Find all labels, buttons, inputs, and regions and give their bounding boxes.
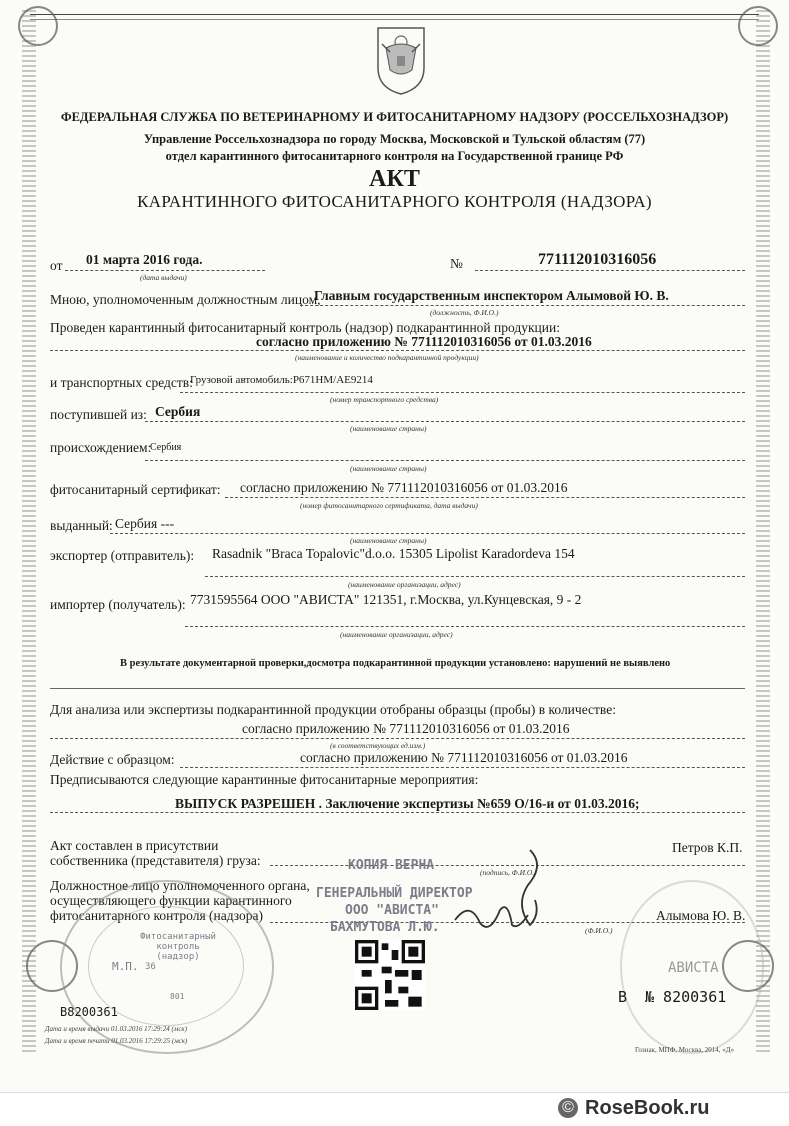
date-underline (65, 270, 265, 271)
action-value: согласно приложению № 771112010316056 от 01.03.2016 (300, 750, 628, 765)
exporter-value: Rasadnik "Braca Topalovic"d.o.o. 15305 Lipolist Karadordeva 154 (212, 546, 575, 561)
arrived-value: Сербия (155, 404, 201, 419)
official-sign-line1: Должностное лицо уполномоченного органа, (50, 878, 310, 893)
exporter-hint: (наименование организации, адрес) (348, 580, 461, 589)
decorative-corner (738, 6, 778, 46)
official-sign-line2: осуществляющего функции карантинного (50, 893, 292, 908)
samples-value: согласно приложению № 771112010316056 от 01.03.2016 (242, 721, 570, 736)
transport-hint: (номер транспортного средства) (330, 395, 439, 404)
section-name: отдел карантинного фитосанитарного контроля на Государственной границе РФ (165, 149, 624, 163)
print-timestamp: Дата и время печати 01.03.2016 17:29:25 (мск) (45, 1037, 188, 1045)
control-value: согласно приложению № 771112010316056 от 01.03.2016 (256, 334, 592, 349)
qr-code (355, 940, 425, 1010)
site-watermark: RoseBook.ru (585, 1097, 710, 1119)
agency-name: ФЕДЕРАЛЬНАЯ СЛУЖБА ПО ВЕТЕРИНАРНОМУ И ФИТОСАНИТАРНОМУ НАДЗОРУ (РОССЕЛЬХОЗНАДЗОР) (60, 110, 729, 124)
number-label: № (450, 256, 463, 271)
right-series-number: № 8200361 (645, 988, 727, 1006)
action-underline (180, 767, 745, 768)
official-signature-icon (450, 895, 530, 935)
owner-label-line2: собственника (представителя) груза: (50, 853, 261, 868)
inspection-result: В результате документарной проверки,досмотра подкарантинной продукции установлено: нарушений не выявлено (120, 658, 671, 669)
issued-hint: (наименование страны) (350, 536, 427, 545)
stamp-number: 36 (145, 962, 156, 972)
origin-label: происхождением: (50, 440, 152, 455)
issued-underline (110, 533, 745, 534)
certificate-hint: (номер фитосанитарного сертификата, дата выдачи) (300, 501, 478, 510)
owner-name: Петров К.П. (672, 840, 743, 855)
owner-hint: (подпись, Ф.И.О.) (480, 868, 537, 877)
company-stamp-text: АВИСТА (668, 960, 719, 976)
certificate-underline (225, 497, 745, 498)
date-from-label: от (50, 258, 63, 273)
document-subtitle: КАРАНТИННОГО ФИТОСАНИТАРНОГО КОНТРОЛЯ (НАДЗОРА) (137, 192, 652, 211)
origin-value: Сербия (150, 442, 182, 453)
issued-label: выданный: (50, 518, 113, 533)
official-label: Мною, уполномоченным должностным лицом, (50, 292, 321, 307)
official-underline (300, 305, 745, 306)
department-name: Управление Россельхознадзора по городу Москва, Московской и Тульской областям (77) (143, 132, 646, 146)
copy-stamp-line3: ООО "АВИСТА" (345, 903, 439, 918)
official-position: Главным государственным инспектором (314, 288, 563, 303)
control-label: Проведен карантинный фитосанитарный контроль (надзор) подкарантинной продукции: (50, 320, 560, 335)
transport-value: Грузовой автомобиль:Р671НМ/АЕ9214 (190, 374, 373, 386)
certificate-label: фитосанитарный сертификат: (50, 482, 221, 497)
transport-underline (180, 392, 745, 393)
number-underline (475, 270, 745, 271)
arrived-hint: (наименование страны) (350, 424, 427, 433)
official-hint: (должность, Ф.И.О.) (430, 308, 499, 317)
measures-underline (50, 812, 745, 813)
arrived-underline (145, 421, 745, 422)
stamp-mp: М.П. (112, 960, 139, 973)
decorative-corner (18, 6, 58, 46)
copyright-icon: © (558, 1098, 578, 1118)
importer-hint: (наименование организации, адрес) (340, 630, 453, 639)
action-label: Действие с образцом: (50, 752, 175, 767)
exporter-label: экспортер (отправитель): (50, 548, 195, 563)
official-sign-hint: (Ф.И.О.) (585, 926, 613, 935)
document-title: АКТ (369, 166, 420, 192)
official-sign-line3: фитосанитарного контроля (надзора) (50, 908, 264, 923)
certificate-value: согласно приложению № 771112010316056 от 01.03.2016 (240, 480, 568, 495)
arrived-label: поступившей из: (50, 407, 147, 422)
official-name: Алымовой Ю. В. (566, 288, 669, 303)
samples-underline (50, 738, 745, 739)
importer-underline (185, 626, 745, 627)
copy-stamp-line4: БАХМУТОВА Л.Ю. (330, 920, 440, 935)
right-series-label: В (618, 988, 628, 1006)
copy-stamp-line2: ГЕНЕРАЛЬНЫЙ ДИРЕКТОР (316, 886, 473, 901)
importer-value: 7731595564 ООО "АВИСТА" 121351, г.Москва, ул.Кунцевская, 9 - 2 (190, 592, 582, 607)
result-divider (50, 688, 745, 689)
samples-hint: (в соответствующих ед.изм.) (330, 741, 426, 750)
transport-label: и транспортных средств: (50, 375, 193, 390)
importer-label: импортер (получатель): (50, 597, 186, 612)
control-hint: (наименование и количество подкарантинной продукции) (295, 353, 479, 362)
exporter-underline (205, 576, 745, 577)
samples-label: Для анализа или экспертизы подкарантинной продукции отобраны образцы (пробы) в количестве: (50, 702, 616, 717)
origin-underline (145, 460, 745, 461)
owner-label-line1: Акт составлен в присутствии (50, 838, 219, 853)
copy-stamp-line1: КОПИЯ ВЕРНА (348, 858, 435, 873)
issue-timestamp: Дата и время выдачи 01.03.2016 17:29:24 (мск) (45, 1025, 188, 1033)
left-series-number: В8200361 (60, 1005, 118, 1019)
stamp-text: Фитосанитарный контроль (надзор) (140, 932, 216, 962)
stamp-code: 801 (170, 992, 185, 1001)
printer-info: Гознак, МПФ, Москва, 2014, «Д» (635, 1046, 735, 1054)
origin-hint: (наименование страны) (350, 464, 427, 473)
act-number: 771112010316056 (538, 251, 657, 268)
coat-of-arms-icon (370, 18, 432, 96)
measures-value: ВЫПУСК РАЗРЕШЕН . Заключение экспертизы №659 О/16-и от 01.03.2016; (175, 796, 640, 811)
control-underline (50, 350, 745, 351)
official-sign-name: Алымова Ю. В. (656, 908, 746, 923)
issued-value: Сербия --- (115, 516, 175, 531)
date-hint: (дата выдачи) (140, 273, 187, 282)
issue-date: 01 марта 2016 года. (86, 252, 203, 267)
measures-label: Предписываются следующие карантинные фитосанитарные мероприятия: (50, 772, 479, 787)
